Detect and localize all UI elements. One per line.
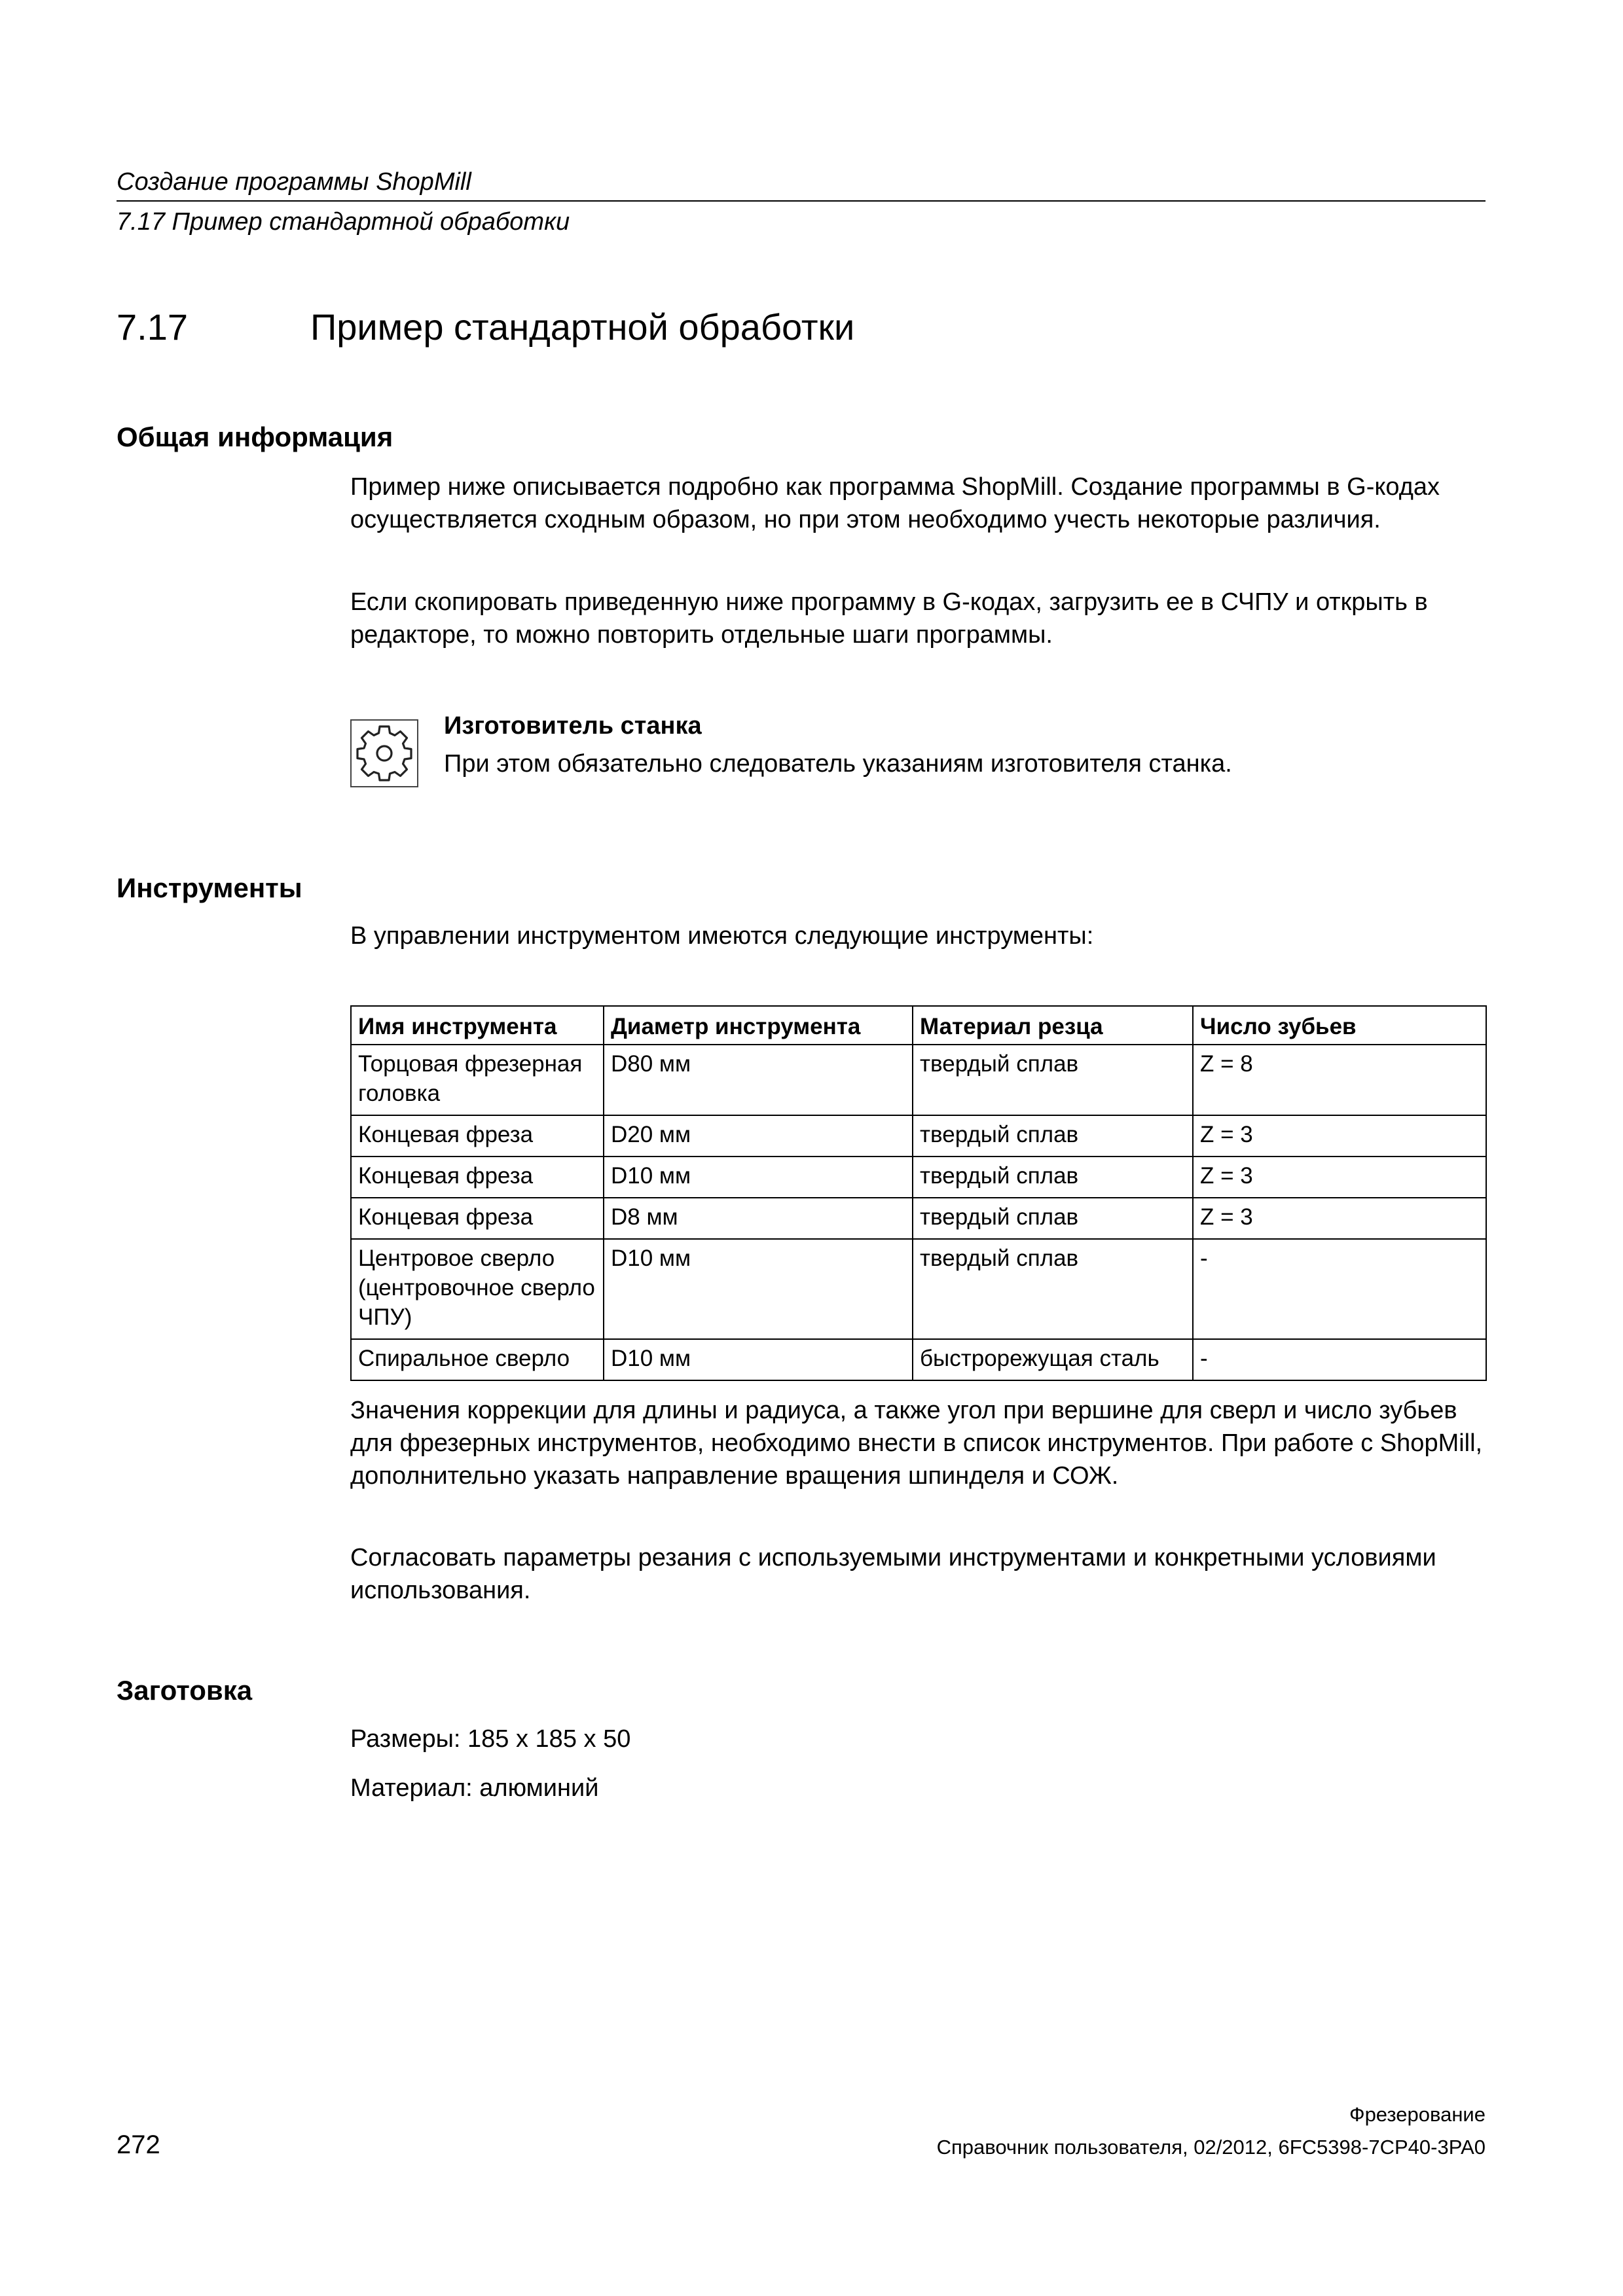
general-paragraph-1: Пример ниже описывается подробно как программа ShopMill. Создание программы в G-кодах осуществляется сходным образом, но при этом необходимо учесть некоторые различия. xyxy=(350,473,1440,533)
note-text: При этом обязательно следователь указаниям изготовителя станка. xyxy=(444,750,1232,778)
table-cell: - xyxy=(1193,1339,1486,1380)
table-cell: Торцовая фрезерная головка xyxy=(351,1045,604,1115)
table-cell: D10 мм xyxy=(604,1339,913,1380)
note-title: Изготовитель станка xyxy=(444,712,702,740)
tools-paragraph-1: Значения коррекции для длины и радиуса, а также угол при вершине для сверл и число зубьев для фрезерных инструментов, необходимо внести в список инструментов. При работе с ShopMill, дополнительно указать направление вращения шпинделя и СОЖ. xyxy=(350,1397,1483,1490)
table-cell: D10 мм xyxy=(604,1157,913,1198)
footer-chapter: Фрезерование xyxy=(1349,2103,1486,2126)
header-rule xyxy=(117,200,1486,202)
table-cell: Центровое сверло (центровочное сверло ЧПУ) xyxy=(351,1239,604,1339)
tools-paragraph-2: Согласовать параметры резания с используемыми инструментами и конкретными условиями использования. xyxy=(350,1544,1436,1604)
general-paragraph-2: Если скопировать приведенную ниже программу в G-кодах, загрузить ее в СЧПУ и открыть в редакторе, то можно повторить отдельные шаги программы. xyxy=(350,588,1428,649)
table-row xyxy=(351,1045,1486,1115)
blank-dimensions: Размеры: 185 x 185 x 50 xyxy=(350,1725,631,1753)
table-header-row xyxy=(351,1006,1486,1045)
table-cell: Концевая фреза xyxy=(351,1198,604,1239)
table-cell: D8 мм xyxy=(604,1198,913,1239)
table-cell: Z = 3 xyxy=(1193,1157,1486,1198)
table-cell: твердый сплав xyxy=(913,1239,1193,1339)
table-row xyxy=(351,1339,1486,1380)
table-cell: Z = 8 xyxy=(1193,1045,1486,1115)
section-number: 7.17 xyxy=(117,306,188,348)
running-header-title: Создание программы ShopMill xyxy=(117,168,471,196)
heading-general-info: Общая информация xyxy=(117,422,393,452)
table-cell: твердый сплав xyxy=(913,1198,1193,1239)
table-row xyxy=(351,1115,1486,1157)
tools-intro: В управлении инструментом имеются следующие инструменты: xyxy=(350,922,1094,950)
table-cell: D80 мм xyxy=(604,1045,913,1115)
gear-icon xyxy=(352,721,417,786)
column-header: Диаметр инструмента xyxy=(604,1006,913,1045)
column-header: Материал резца xyxy=(913,1006,1193,1045)
table-cell: D20 мм xyxy=(604,1115,913,1157)
table-cell: - xyxy=(1193,1239,1486,1339)
table-row xyxy=(351,1198,1486,1239)
table-cell: твердый сплав xyxy=(913,1045,1193,1115)
table-cell: D10 мм xyxy=(604,1239,913,1339)
table-cell: Концевая фреза xyxy=(351,1157,604,1198)
column-header: Число зубьев xyxy=(1193,1006,1486,1045)
running-header-section: 7.17 Пример стандартной обработки xyxy=(117,208,570,236)
table-cell: Z = 3 xyxy=(1193,1115,1486,1157)
table-cell: Z = 3 xyxy=(1193,1198,1486,1239)
heading-blank: Заготовка xyxy=(117,1675,253,1706)
footer-reference: Справочник пользователя, 02/2012, 6FC5398-7CP40-3PA0 xyxy=(936,2136,1486,2159)
page-number: 272 xyxy=(117,2130,160,2159)
table-row xyxy=(351,1157,1486,1198)
note-icon-box xyxy=(350,719,418,787)
table-cell: твердый сплав xyxy=(913,1115,1193,1157)
table-row xyxy=(351,1239,1486,1339)
column-header: Имя инструмента xyxy=(351,1006,604,1045)
table-cell: Концевая фреза xyxy=(351,1115,604,1157)
table-cell: Спиральное сверло xyxy=(351,1339,604,1380)
table-cell: быстрорежущая сталь xyxy=(913,1339,1193,1380)
tools-table xyxy=(350,1005,1487,1381)
heading-tools: Инструменты xyxy=(117,872,302,903)
blank-material: Материал: алюминий xyxy=(350,1774,599,1802)
section-title: Пример стандартной обработки xyxy=(310,306,855,348)
table-cell: твердый сплав xyxy=(913,1157,1193,1198)
